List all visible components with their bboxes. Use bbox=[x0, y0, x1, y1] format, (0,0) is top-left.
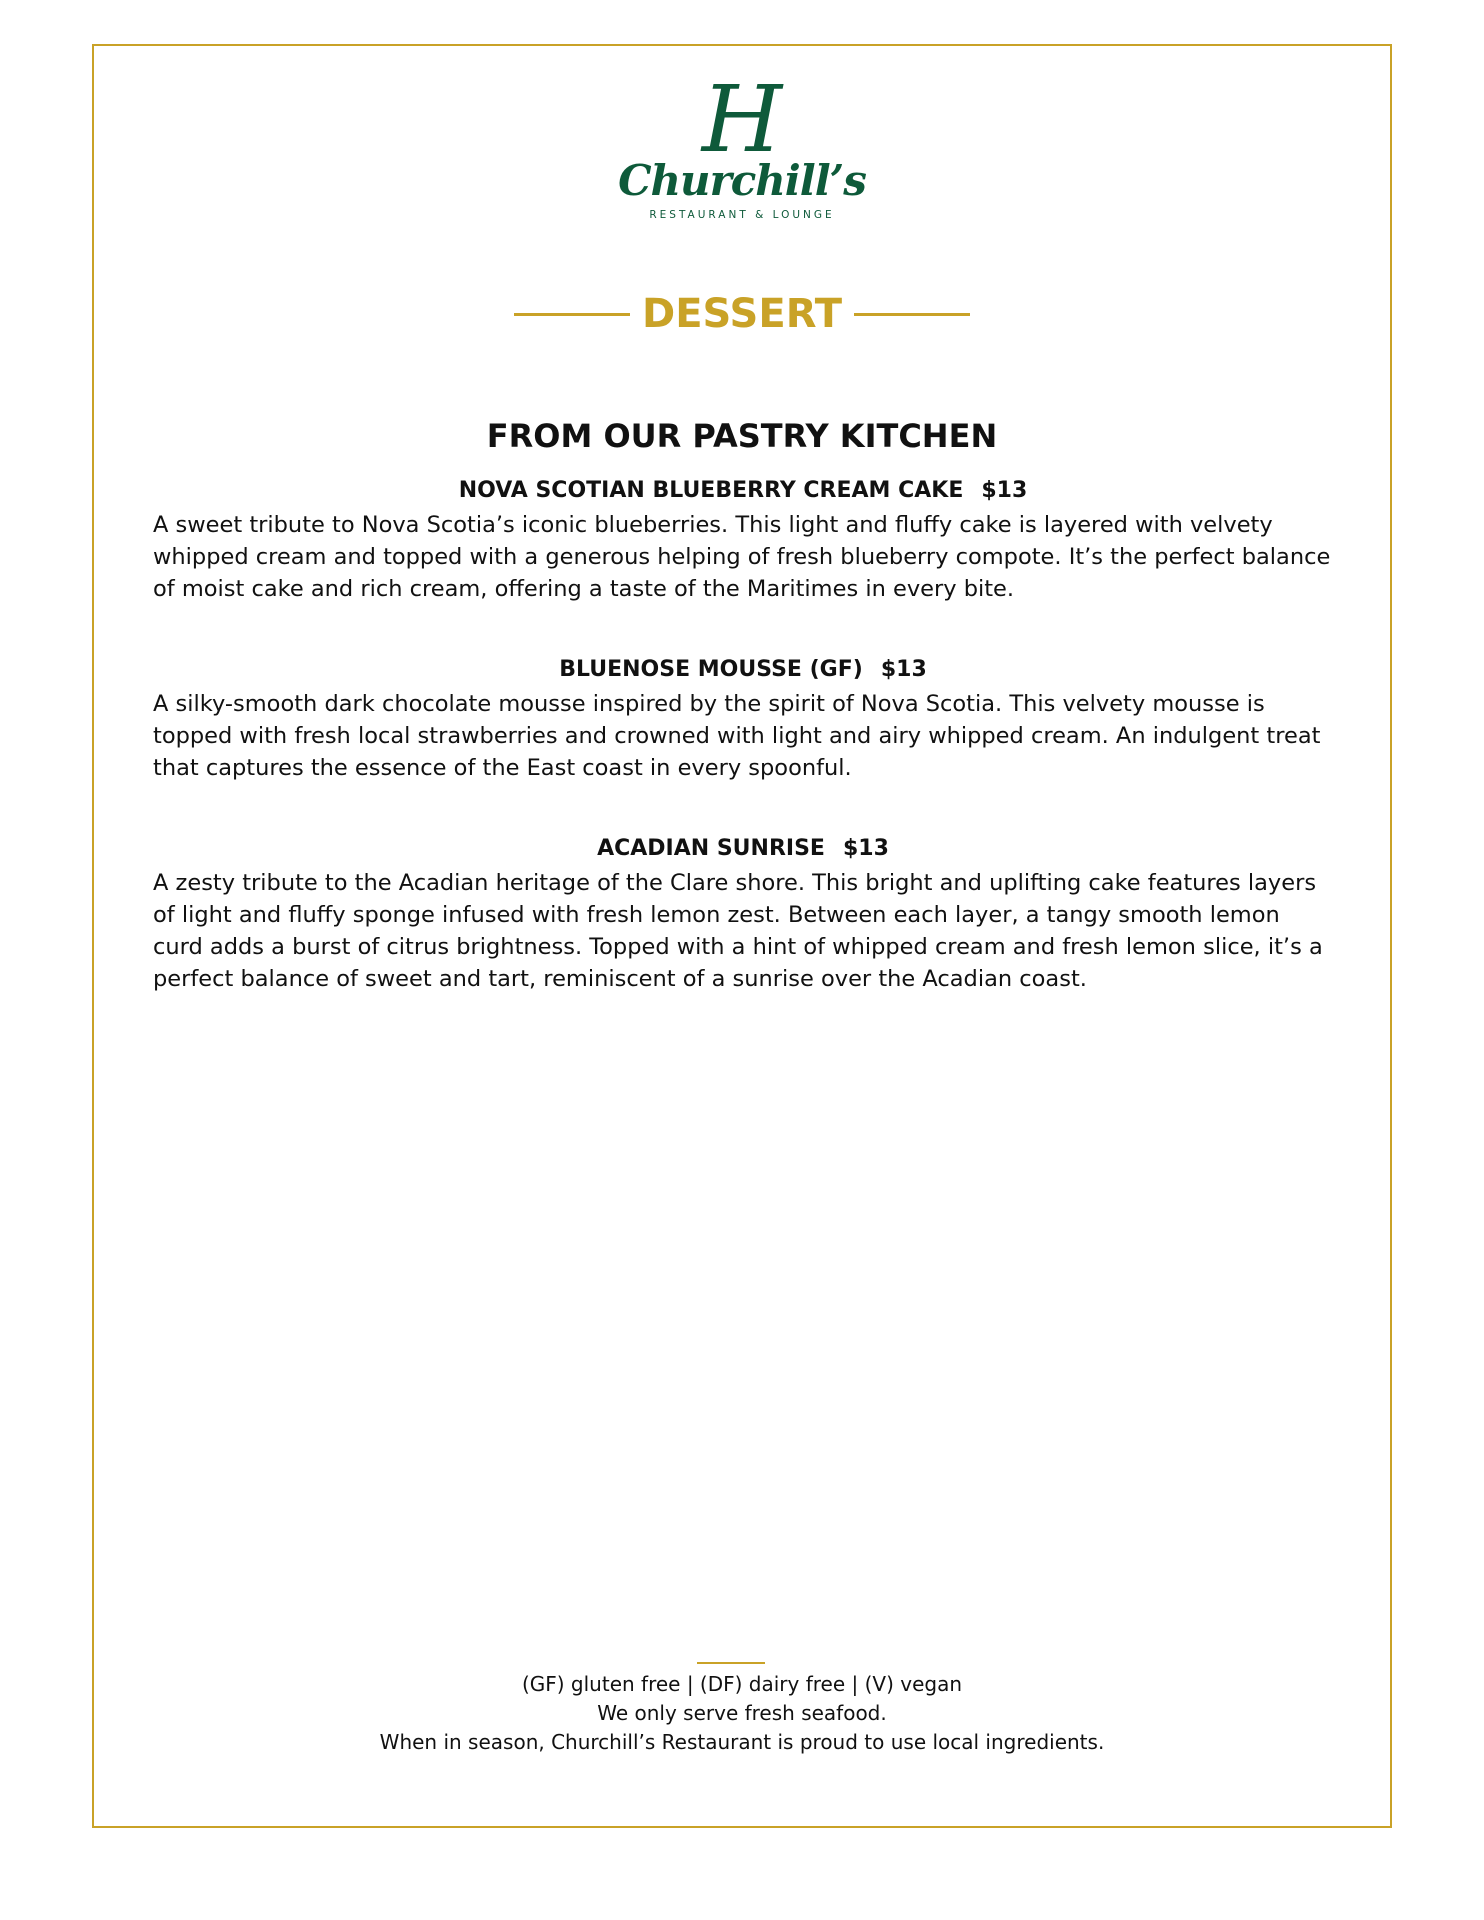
menu-item-description: A silky-smooth dark chocolate mousse inspired by the spirit of Nova Scotia. This velvety mousse is topped with fresh local strawberries and crowned with light and airy whipped cream. An indulgent treat that captures the essence of the East coast in every spoonful. bbox=[153, 691, 1321, 781]
menu-item bbox=[153, 655, 1333, 784]
menu-item-price: $13 bbox=[880, 657, 927, 682]
menu-footer bbox=[0, 1670, 1484, 1757]
menu-item-description: A zesty tribute to the Acadian heritage of the Clare shore. This bright and uplifting cake features layers of light and fluffy sponge infused with fresh lemon zest. Between each layer, a tangy smooth lemon curd adds a burst of citrus brightness. Topped with a hint of whipped cream and fresh lemon slice, it’s a perfect balance of sweet and tart, reminiscent of a sunrise over the Acadian coast. bbox=[153, 870, 1323, 992]
section-title: DESSERT bbox=[642, 291, 842, 337]
menu-item-title bbox=[153, 834, 1333, 864]
menu-item-title bbox=[153, 476, 1333, 506]
menu-item-title bbox=[153, 655, 1333, 685]
seafood-note: We only serve fresh seafood. bbox=[597, 1701, 887, 1725]
logo-tagline: RESTAURANT & LOUNGE bbox=[649, 209, 835, 221]
local-ingredients-note: When in season, Churchill’s Restaurant is proud to use local ingredients. bbox=[379, 1730, 1105, 1754]
dietary-legend: (GF) gluten free | (DF) dairy free | (V) vegan bbox=[521, 1672, 963, 1696]
menu-item-description: A sweet tribute to Nova Scotia’s iconic blueberries. This light and fluffy cake is layered with velvety whipped cream and topped with a generous helping of fresh blueberry compote. It’s the perfect balance of moist cake and rich cream, offering a taste of the Maritimes in every bite. bbox=[153, 512, 1331, 602]
footer-rule bbox=[697, 1662, 765, 1664]
menu-heading: FROM OUR PASTRY KITCHEN bbox=[486, 417, 998, 455]
menu-item-name: ACADIAN SUNRISE bbox=[597, 836, 825, 861]
banner-rule-left bbox=[514, 313, 630, 316]
section-banner bbox=[0, 290, 1484, 338]
menu-item-price: $13 bbox=[842, 836, 889, 861]
menu-item-name: NOVA SCOTIAN BLUEBERRY CREAM CAKE bbox=[458, 478, 964, 503]
menu-item-price: $13 bbox=[981, 478, 1028, 503]
menu-item-name: BLUENOSE MOUSSE (GF) bbox=[559, 657, 863, 682]
restaurant-logo bbox=[612, 66, 872, 234]
banner-rule-right bbox=[854, 313, 970, 316]
logo-name: Churchill’s bbox=[618, 156, 866, 205]
menu-item bbox=[153, 476, 1333, 605]
logo-monogram: H bbox=[701, 66, 783, 173]
menu-item bbox=[153, 834, 1333, 995]
